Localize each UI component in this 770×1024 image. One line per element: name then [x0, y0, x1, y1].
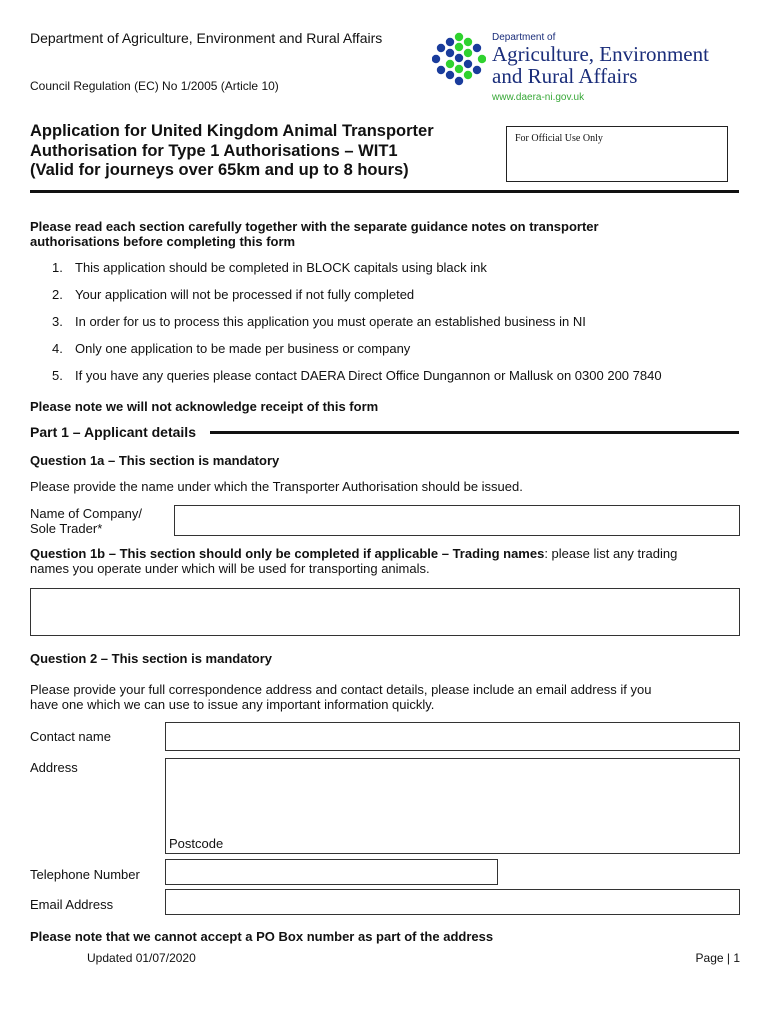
postcode-label: Postcode	[169, 836, 224, 851]
po-box-note: Please note that we cannot accept a PO Box number as part of the address	[30, 929, 494, 944]
list-item-number: 3.	[52, 314, 63, 329]
telephone-label: Telephone Number	[30, 867, 140, 882]
q1b-heading-line2: names you operate under which will be used for transporting animals.	[30, 561, 430, 576]
telephone-field[interactable]	[165, 859, 498, 885]
q2-text-line1: Please provide your full correspondence address and contact details, please include an email address if you	[30, 682, 652, 697]
list-item-number: 2.	[52, 287, 63, 302]
company-name-label-line2: Sole Trader*	[30, 521, 103, 536]
logo-dot	[478, 55, 486, 63]
intro-heading-line2: authorisations before completing this form	[30, 234, 296, 249]
official-use-box	[506, 126, 728, 182]
logo-small-text: Department of	[492, 32, 556, 43]
part1-title: Part 1 – Applicant details	[30, 424, 200, 440]
list-item-number: 5.	[52, 368, 63, 383]
logo-dot	[455, 65, 463, 73]
logo-dot	[446, 38, 454, 46]
department-name: Department of Agriculture, Environment and Rural Affairs	[30, 30, 383, 46]
title-line3: (Valid for journeys over 65km and up to 8 hours)	[30, 161, 409, 179]
list-item-text: Only one application to be made per business or company	[75, 341, 411, 356]
company-name-field[interactable]	[174, 505, 740, 536]
list-item-text: If you have any queries please contact DAERA Direct Office Dungannon or Mallusk on 0300 200 7840	[75, 368, 662, 383]
regulation-reference: Council Regulation (EC) No 1/2005 (Article 10)	[30, 79, 279, 93]
company-name-label-line1: Name of Company/	[30, 506, 142, 521]
trading-names-field[interactable]	[30, 588, 740, 636]
logo-dot	[446, 60, 454, 68]
logo-dot	[455, 77, 463, 85]
logo-dot	[455, 33, 463, 41]
intro-heading-line1: Please read each section carefully together with the separate guidance notes on transporter	[30, 219, 599, 234]
logo-dot	[455, 54, 463, 62]
contact-name-label: Contact name	[30, 729, 111, 744]
q1b-heading	[30, 546, 677, 576]
q1b-heading-rest: : please list any trading	[544, 546, 678, 561]
logo-dot	[432, 55, 440, 63]
logo-dot	[473, 66, 481, 74]
q2-text	[30, 682, 651, 712]
logo-title-line2: and Rural Affairs	[492, 64, 638, 88]
list-item-number: 4.	[52, 341, 63, 356]
list-item-text: Your application will not be processed if not fully completed	[75, 287, 415, 302]
page-title	[30, 122, 500, 181]
intro-heading	[30, 219, 599, 249]
part1-rule	[210, 431, 739, 434]
list-item-text: In order for us to process this application you must operate an established business in NI	[75, 314, 586, 329]
logo-url: www.daera-ni.gov.uk	[492, 92, 585, 103]
logo-dot	[464, 49, 472, 57]
logo-title-line1: Agriculture, Environment	[492, 42, 709, 66]
q1a-text: Please provide the name under which the Transporter Authorisation should be issued.	[30, 479, 523, 494]
logo-dot	[446, 49, 454, 57]
email-field[interactable]	[165, 889, 740, 915]
company-name-label	[30, 506, 142, 536]
q1a-heading: Question 1a – This section is mandatory	[30, 453, 280, 468]
list-item-text: This application should be completed in BLOCK capitals using black ink	[75, 260, 487, 275]
title-line1: Application for United Kingdom Animal Transporter	[30, 122, 434, 140]
title-line2: Authorisation for Type 1 Authorisations – WIT1	[30, 141, 398, 160]
contact-name-field[interactable]	[165, 722, 740, 751]
address-field[interactable]	[165, 758, 740, 854]
daera-logo-emblem-icon	[432, 32, 486, 86]
logo-dot	[437, 44, 445, 52]
logo-dot	[464, 38, 472, 46]
page-number: Page | 1	[695, 951, 740, 965]
q2-text-line2: have one which we can use to issue any important information quickly.	[30, 697, 435, 712]
official-use-label: For Official Use Only	[515, 133, 603, 144]
logo-dot	[446, 71, 454, 79]
email-label: Email Address	[30, 897, 114, 912]
address-label: Address	[30, 760, 78, 775]
updated-date: Updated 01/07/2020	[87, 951, 196, 965]
logo-dot	[464, 71, 472, 79]
logo-dot	[437, 66, 445, 74]
logo-title	[492, 43, 709, 87]
header-divider	[30, 190, 739, 193]
acknowledge-note: Please note we will not acknowledge receipt of this form	[30, 399, 379, 414]
logo-dot	[455, 43, 463, 51]
list-item-number: 1.	[52, 260, 63, 275]
q1b-heading-bold: Question 1b – This section should only be completed if applicable – Trading names	[30, 546, 545, 561]
q2-heading: Question 2 – This section is mandatory	[30, 651, 273, 666]
logo-dot	[473, 44, 481, 52]
logo-dot	[464, 60, 472, 68]
